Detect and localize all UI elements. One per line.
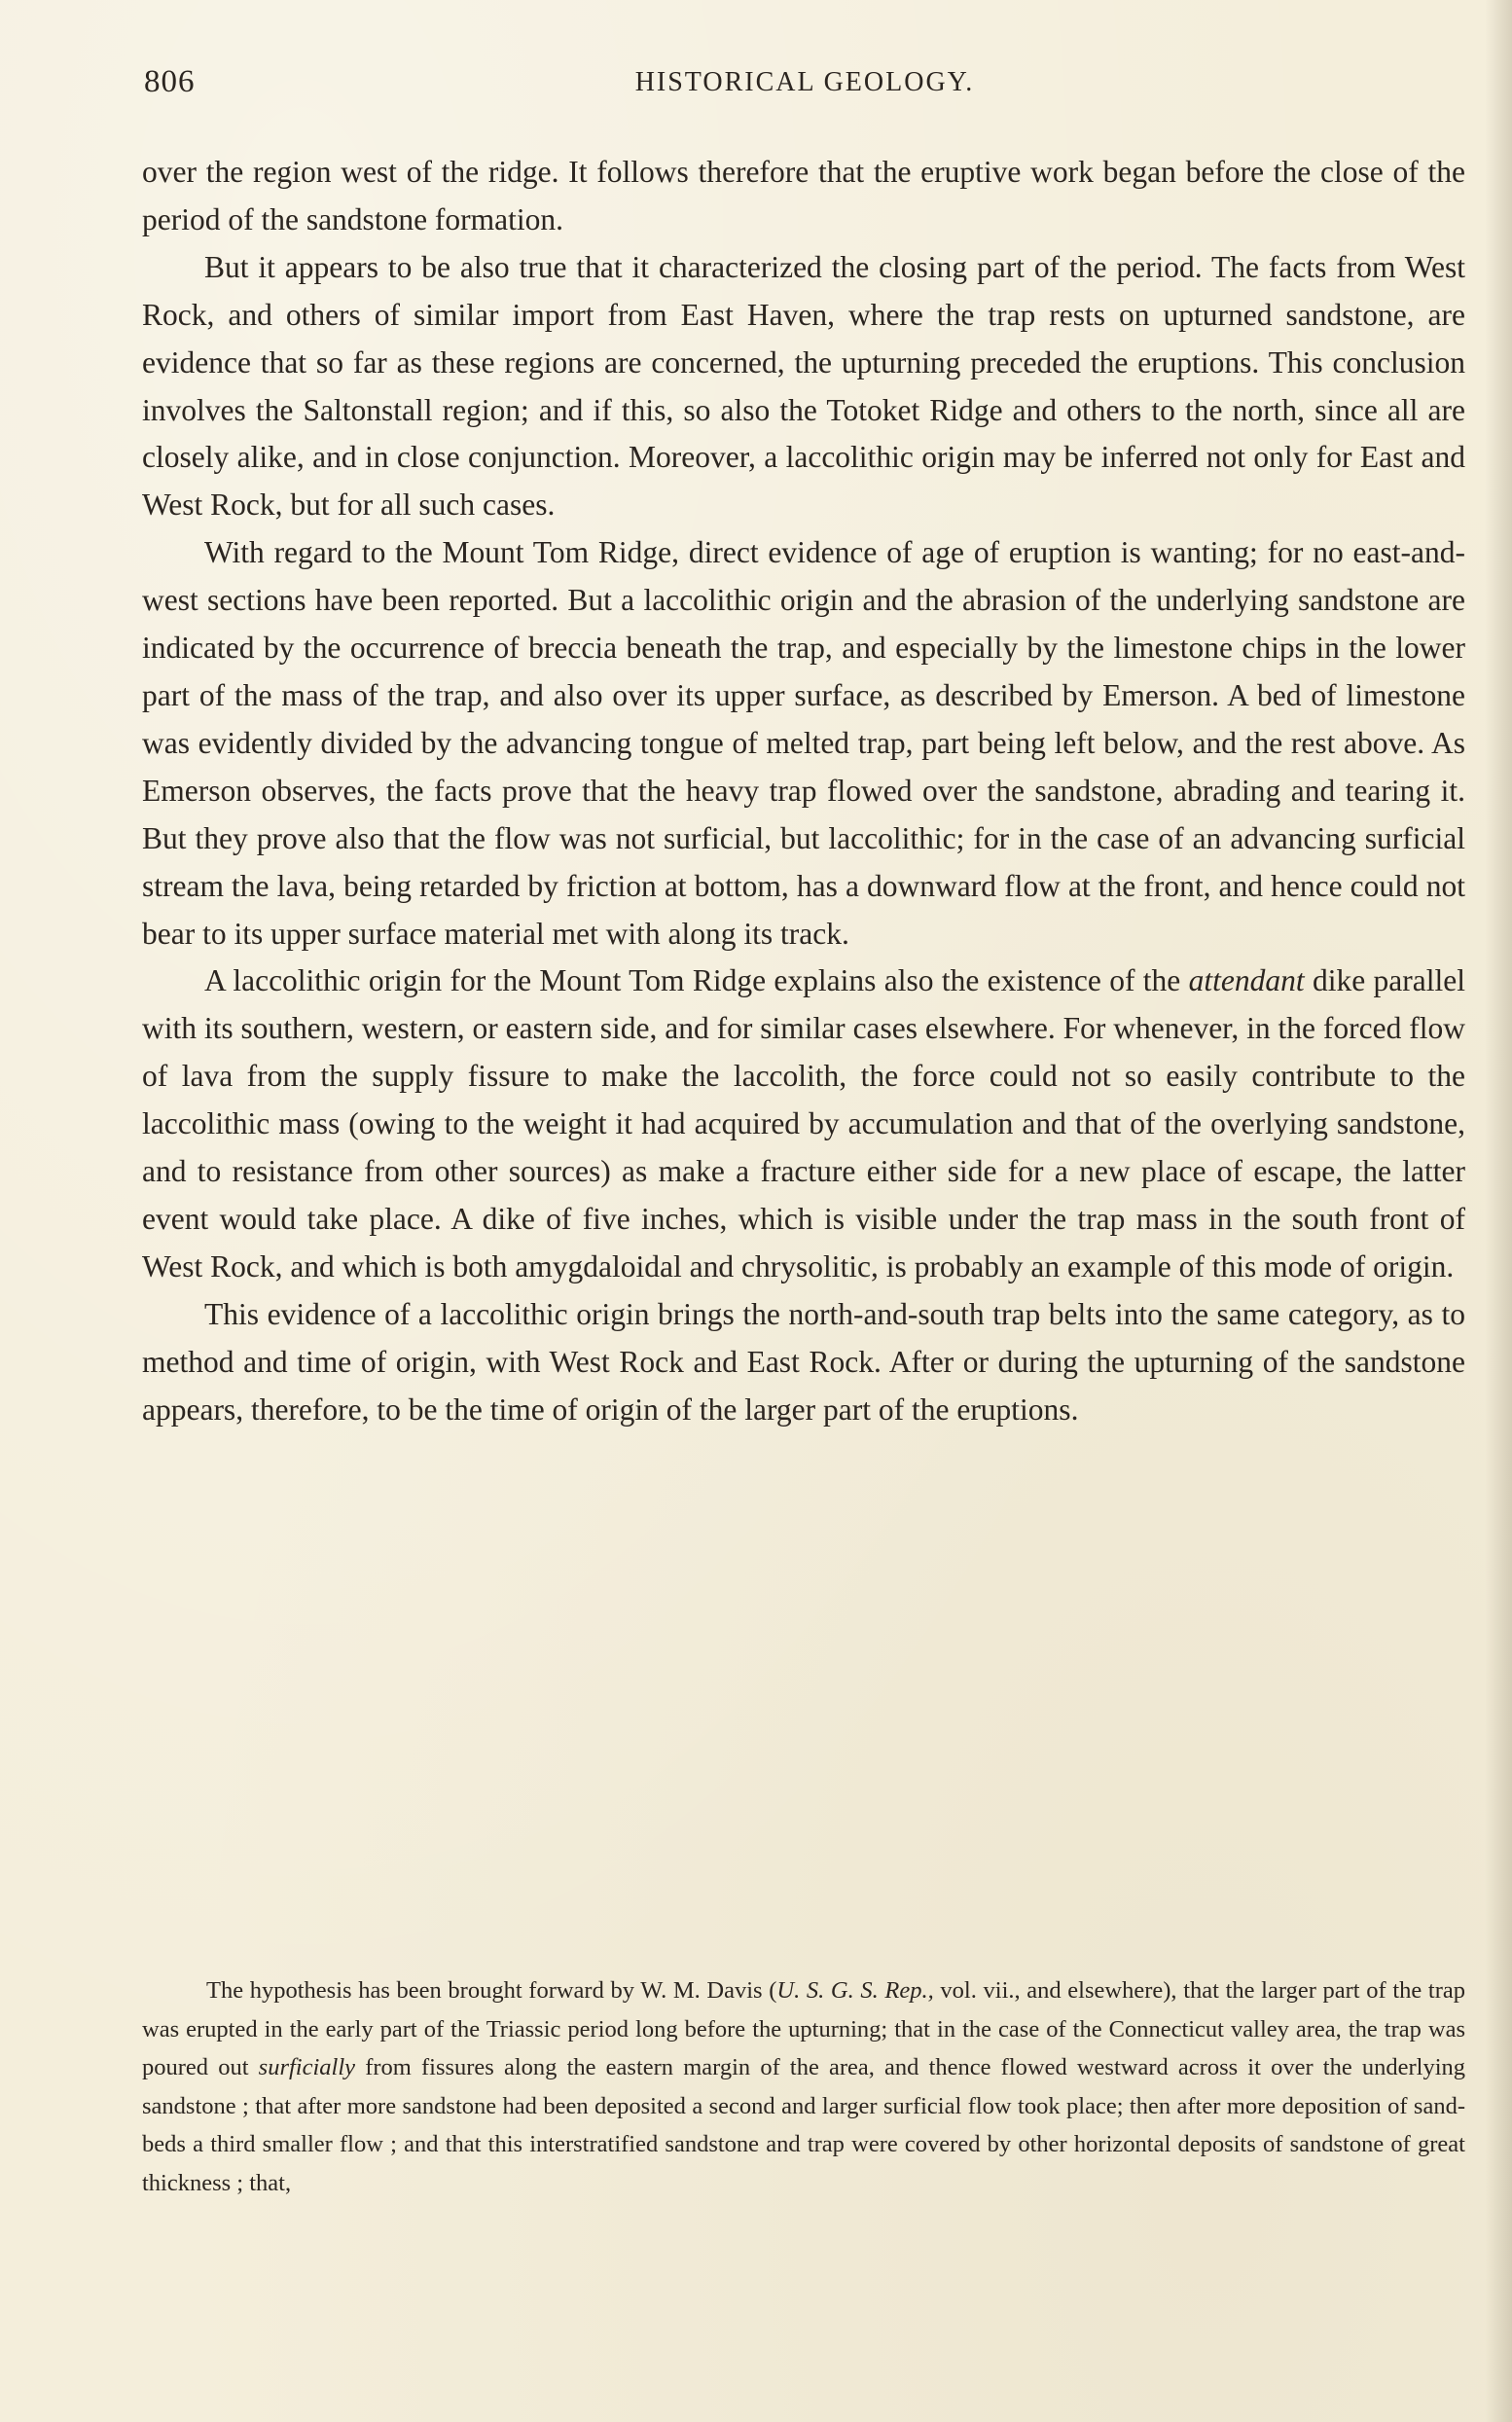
paragraph-4 — [142, 958, 1465, 1290]
footnote-italic-word: surficially — [258, 2054, 356, 2080]
footnote-part-2: vol. vii., and elsewhere), that the larger part of the trap was erupted in the early part of the Triassic period long before the upturning; that in the case of the Connecticut valley area, the trap was poured out — [142, 1977, 1465, 2080]
page-header — [144, 64, 1465, 113]
page-number: 806 — [144, 64, 196, 99]
running-head: HISTORICAL GEOLOGY. — [634, 67, 975, 97]
footnote-part-3: from fissures along the eastern margin of the area, and thence flowed westward across it over the underlying sandstone ; that after more sandstone had been deposited a second and larger surficial flow took place; then after more deposition of sand-beds a third smaller flow ; and that this interstratified sandstone and trap were covered by other horizontal deposits of sandstone of great thickness ; that, — [142, 2054, 1465, 2196]
main-text — [142, 149, 1465, 1433]
paragraph-5: This evidence of a laccolithic origin brings the north-and-south trap belts into the same category, as to method and time of origin, with West Rock and East Rock. After or during the upturning of the sandstone appears, therefore, to be the time of origin of the larger part of the eruptions. — [142, 1296, 1465, 1427]
paragraph-4-text-b: dike parallel with its southern, western, or eastern side, and for similar cases elsewhere. For whenever, in the forced flow of lava from the supply fissure to make the laccolith, the force could not so easily contribute to the laccolithic mass (owing to the weight it had acquired by accumulation and that of the overlying sandstone, and to resistance from other sources) as make a fracture either side for a new place of escape, the latter event would take place. A dike of five inches, which is visible under the trap mass in the south front of West Rock, and which is both amygdaloidal and chrysolitic, is probably an example of this mode of origin. — [142, 963, 1465, 1283]
page-edge-shadow — [1485, 0, 1512, 2422]
footnote — [142, 1971, 1465, 2202]
paragraph-1: over the region west of the ridge. It follows therefore that the eruptive work began before the close of the period of the sandstone formation. — [142, 155, 1465, 236]
paragraph-4-italic: attendant — [1188, 963, 1305, 998]
footnote-text — [142, 1971, 1465, 2202]
paragraph-2: But it appears to be also true that it characterized the closing part of the period. The facts from West Rock, and others of similar import from East Haven, where the trap rests on upturned sandstone, are evidence that so far as these regions are concerned, the upturning preceded the eruptions. This conclusion involves the Saltonstall region; and if this, so also the Totoket Ridge and others to the north, since all are closely alike, and in close conjunction. Moreover, a laccolithic origin may be inferred not only for East and West Rock, but for all such cases. — [142, 249, 1465, 523]
footnote-part-1: The hypothesis has been brought forward by W. M. Davis ( — [206, 1977, 777, 2004]
paragraph-3: With regard to the Mount Tom Ridge, direct evidence of age of eruption is wanting; for no east-and-west sections have been reported. But a laccolithic origin and the abrasion of the underlying sandstone are indicated by the occurrence of breccia beneath the trap, and especially by the limestone chips in the lower part of the mass of the trap, and also over its upper surface, as described by Emerson. A bed of limestone was evidently divided by the advancing tongue of melted trap, part being left below, and the rest above. As Emerson observes, the facts prove that the heavy trap flowed over the sandstone, abrading and tearing it. But they prove also that the flow was not surficial, but laccolithic; for in the case of an advancing surficial stream the lava, being retarded by friction at bottom, has a downward flow at the front, and hence could not bear to its upper surface material met with along its track. — [142, 535, 1465, 951]
footnote-citation: U. S. G. S. Rep., — [776, 1977, 934, 2004]
paragraph-4-text-a: A laccolithic origin for the Mount Tom Ridge explains also the existence of the — [204, 963, 1189, 998]
